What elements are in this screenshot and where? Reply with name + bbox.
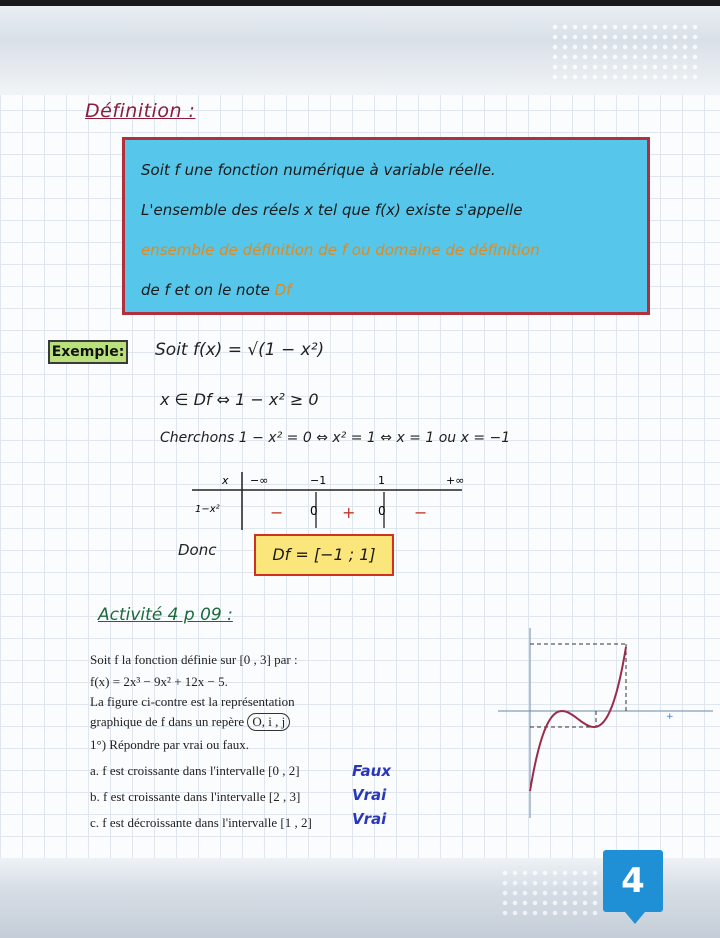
activity-text-3: La figure ci-contre est la représentation [90, 694, 295, 709]
function-graph [498, 628, 718, 828]
zero-mark: 0 [310, 504, 318, 518]
top-band [0, 0, 720, 95]
sign-table-x-value: 1 [378, 474, 385, 487]
activity-text-1: Soit f la fonction définie sur [0 , 3] par : [90, 652, 298, 667]
question-a: a. f est croissante dans l'intervalle [0 , 2] [90, 763, 300, 778]
sign-positive: + [342, 503, 356, 522]
definition-line-4-text: de f et on le note [141, 281, 275, 299]
sign-table-expr-label: 1−x² [195, 504, 220, 515]
example-condition: x ∈ Df ⇔ 1 − x² ≥ 0 [160, 390, 319, 409]
decorative-dots [500, 868, 600, 918]
example-function: Soit f(x) = √(1 − x²) [155, 340, 325, 360]
decorative-dots [550, 22, 700, 82]
answer-a: Faux [352, 762, 392, 780]
activity-text-2: f(x) = 2x³ − 9x² + 12x − 5. [90, 674, 228, 689]
repere-notation: O, i , j [247, 713, 290, 731]
function-curve [530, 647, 626, 791]
sign-table-x-value: +∞ [446, 474, 465, 487]
sign-table-x-value: −∞ [250, 474, 269, 487]
example-label: Exemple: [48, 340, 128, 364]
sign-negative: − [270, 503, 284, 522]
sign-table [192, 470, 492, 532]
example-solve: Cherchons 1 − x² = 0 ⇔ x² = 1 ⇔ x = 1 ou x = −1 [160, 430, 511, 446]
definition-line-1: Soit f une fonction numérique à variable réelle. [141, 161, 496, 179]
x-axis-arrow: + [666, 712, 674, 722]
question-b: b. f est croissante dans l'intervalle [2 , 3] [90, 789, 301, 804]
definition-line-2: L'ensemble des réels x tel que f(x) existe s'appelle [141, 201, 523, 219]
domain-result-box: Df = [−1 ; 1] [254, 534, 394, 576]
domain-notation: Df [274, 281, 292, 299]
zero-mark: 0 [378, 504, 386, 518]
sign-negative: − [414, 503, 428, 522]
activity-title: Activité 4 p 09 : [98, 605, 233, 625]
question-c: c. f est décroissante dans l'intervalle [1 , 2] [90, 815, 312, 830]
activity-text-4a: graphique de f dans un repère [90, 714, 248, 729]
definition-title: Définition : [85, 100, 196, 122]
definition-line-3: ensemble de définition de f ou domaine de définition [141, 241, 540, 259]
sign-table-x-value: −1 [310, 474, 327, 487]
sign-table-x-label: x [222, 474, 229, 487]
activity-instruction: 1°) Répondre par vrai ou faux. [90, 737, 249, 752]
conclusion-word: Donc [178, 541, 217, 559]
definition-line-4 [141, 270, 631, 310]
page-number-badge: 4 [603, 850, 663, 912]
activity-text-4 [90, 713, 290, 731]
definition-box [122, 137, 650, 315]
answer-c: Vrai [352, 810, 387, 828]
answer-b: Vrai [352, 786, 387, 804]
